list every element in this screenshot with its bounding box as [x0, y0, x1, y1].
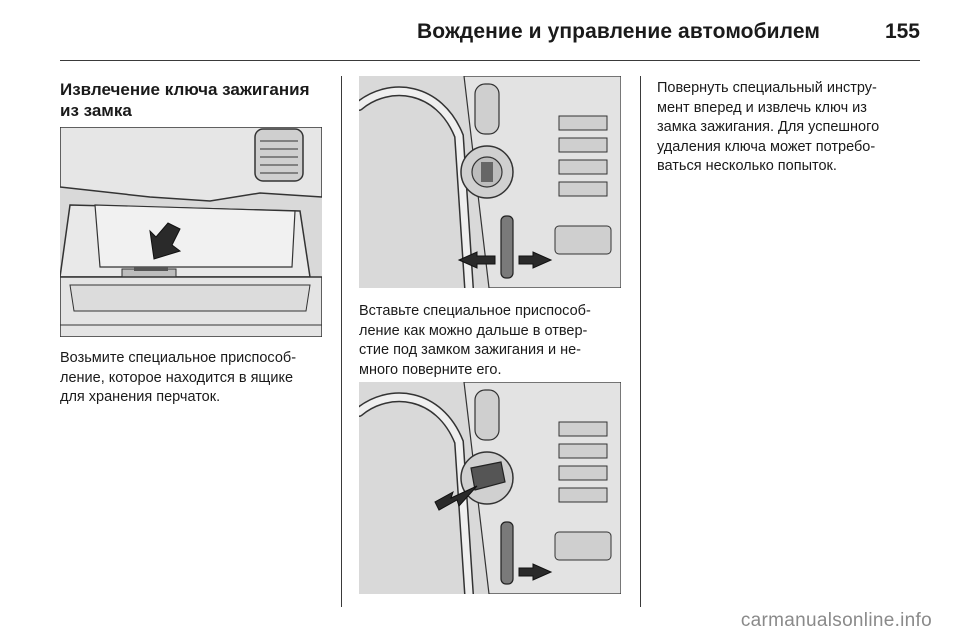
watermark: carmanualsonline.info	[740, 610, 932, 631]
step-1-text: Возьмите специальное приспособ- ление, которое находится в ящике для хранения перчаток.	[60, 350, 297, 405]
page-number: 155	[884, 20, 920, 43]
step-3-text: Повернуть специальный инстру- мент вперед и извлечь ключ из замка зажигания. Для успешного удаления ключа может потребо- ваться несколько попыток.	[657, 80, 880, 174]
ignition-insert-drawing	[359, 76, 621, 288]
glovebox-drawing	[60, 127, 322, 337]
column-divider-1	[341, 76, 342, 607]
ignition-removal-drawing	[359, 382, 621, 594]
column-divider-2	[640, 76, 641, 607]
step-2-text: Вставьте специальное приспособ- ление как можно дальше в отвер- стие под замком зажигания и не- много поверните его.	[359, 303, 591, 378]
header-divider	[60, 60, 920, 61]
glovebox-illustration-icon	[60, 127, 322, 337]
header-title: Вождение и управление автомобилем	[417, 20, 820, 43]
ignition-key-removal-illustration-icon	[359, 382, 621, 594]
section-heading: Извлечение ключа зажигания из замка	[60, 80, 310, 120]
ignition-tool-insert-illustration-icon	[359, 76, 621, 288]
